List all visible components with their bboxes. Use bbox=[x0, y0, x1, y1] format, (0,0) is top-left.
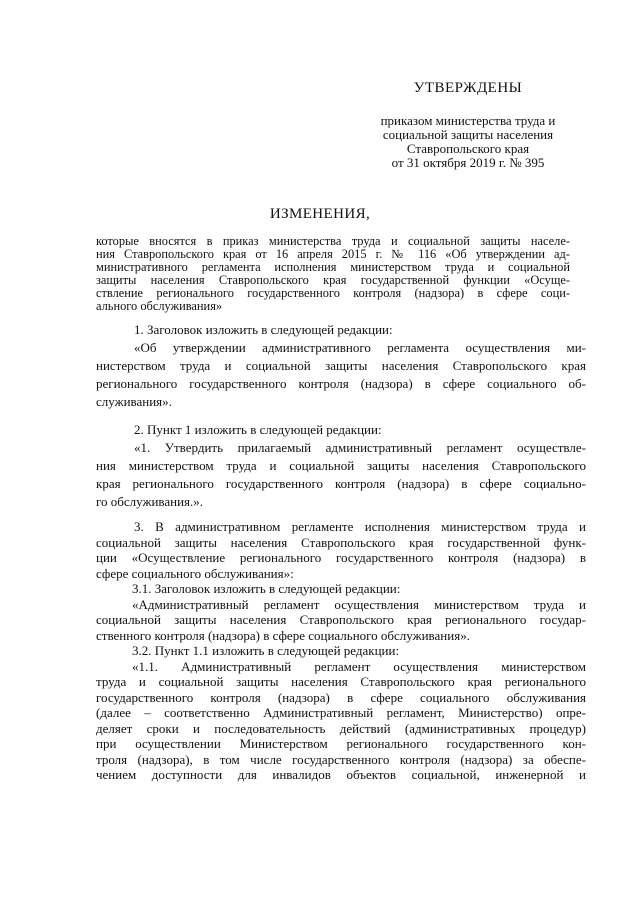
item-1-line: «Об утверждении административного регламента осуществления ми- bbox=[134, 340, 586, 355]
item-2-line: 2. Пункт 1 изложить в следующей редакции: bbox=[134, 422, 382, 437]
item-1-line: служивания». bbox=[96, 394, 172, 409]
item-3-line: 3. В административном регламенте исполнения министерством труда и bbox=[134, 519, 586, 534]
subtitle-line: министративного регламента исполнения министерством труда и социальной bbox=[96, 261, 570, 274]
item-3-line: ственного контроля (надзора) в сфере социального обслуживания». bbox=[96, 627, 470, 643]
item-3-line: «1.1. Административный регламент осуществления министерством bbox=[132, 658, 586, 674]
document-subtitle bbox=[96, 235, 570, 313]
item-2-line: «1. Утвердить прилагаемый административный регламент осуществле- bbox=[134, 440, 586, 455]
item-3-line: 3.2. Пункт 1.1 изложить в следующей редакции: bbox=[132, 643, 400, 658]
item-3-line: ции «Осуществление регионального государственного контроля (надзора) в bbox=[96, 550, 586, 565]
item-1-line: нистерством труда и социальной защиты населения Ставропольского края bbox=[96, 358, 586, 373]
item-3-line: (далее – соответственно Административный регламент, Министерство) опре- bbox=[96, 705, 586, 720]
approval-line: социальной защиты населения bbox=[382, 127, 554, 142]
item-2-line: го обслуживания.». bbox=[96, 494, 204, 509]
subtitle-line: ального обслуживания» bbox=[96, 300, 223, 313]
approval-title: УТВЕРЖДЕНЫ bbox=[413, 80, 523, 96]
item-1-line: регионального государственного контроля (надзора) в сфере социального об- bbox=[96, 376, 586, 391]
item-3-line: при осуществлении Министерством регионального государственного кон- bbox=[96, 736, 586, 751]
item-3 bbox=[96, 519, 586, 783]
approval-line: приказом министерства труда и bbox=[380, 113, 556, 128]
item-3-line: деляет сроки и последовательность действий (административных процедур) bbox=[96, 720, 586, 736]
item-3-line: государственного контроля (надзора) в сфере социального обслуживания bbox=[96, 689, 586, 705]
document-heading: ИЗМЕНЕНИЯ, bbox=[269, 206, 371, 222]
subtitle-line: которые вносятся в приказ министерства труда и социальной защиты населе- bbox=[96, 235, 570, 248]
item-3-line: «Административный регламент осуществления министерством труда и bbox=[132, 596, 586, 612]
item-1-line: 1. Заголовок изложить в следующей редакции: bbox=[134, 322, 393, 337]
approval-block bbox=[368, 114, 568, 170]
item-2 bbox=[96, 421, 586, 511]
item-3-line: троля (надзора), в том числе государственного контроля (надзора) за обеспе- bbox=[96, 751, 586, 767]
item-3-line: 3.1. Заголовок изложить в следующей редакции: bbox=[132, 581, 401, 596]
item-1 bbox=[96, 321, 586, 411]
item-3-line: труда и социальной защиты населения Ставропольского края регионального bbox=[96, 674, 586, 689]
item-2-line: края регионального государственного контроля (надзора) в сфере социально- bbox=[96, 476, 586, 491]
item-3-line: чением доступности для инвалидов объектов социальной, инженерной и bbox=[96, 767, 586, 782]
item-2-line: ния министерством труда и социальной защиты населения Ставропольского bbox=[96, 458, 586, 473]
subtitle-line: ния Ставропольского края от 16 апреля 2015 г. № 116 «Об утверждении ад- bbox=[96, 248, 570, 261]
approval-line: от 31 октября 2019 г. № 395 bbox=[391, 155, 545, 170]
item-3-line: сфере социального обслуживания»: bbox=[96, 565, 294, 581]
item-3-line: социальной защиты населения Ставропольского края регионального государ- bbox=[96, 612, 586, 627]
approval-line: Ставропольского края bbox=[406, 141, 530, 156]
subtitle-line: ствление регионального государственного контроля (надзора) в сфере соци- bbox=[96, 287, 570, 300]
item-3-line: социальной защиты населения Ставропольского края государственной функ- bbox=[96, 534, 586, 550]
subtitle-line: защиты населения Ставропольского края государственной функции «Осуще- bbox=[96, 274, 570, 287]
